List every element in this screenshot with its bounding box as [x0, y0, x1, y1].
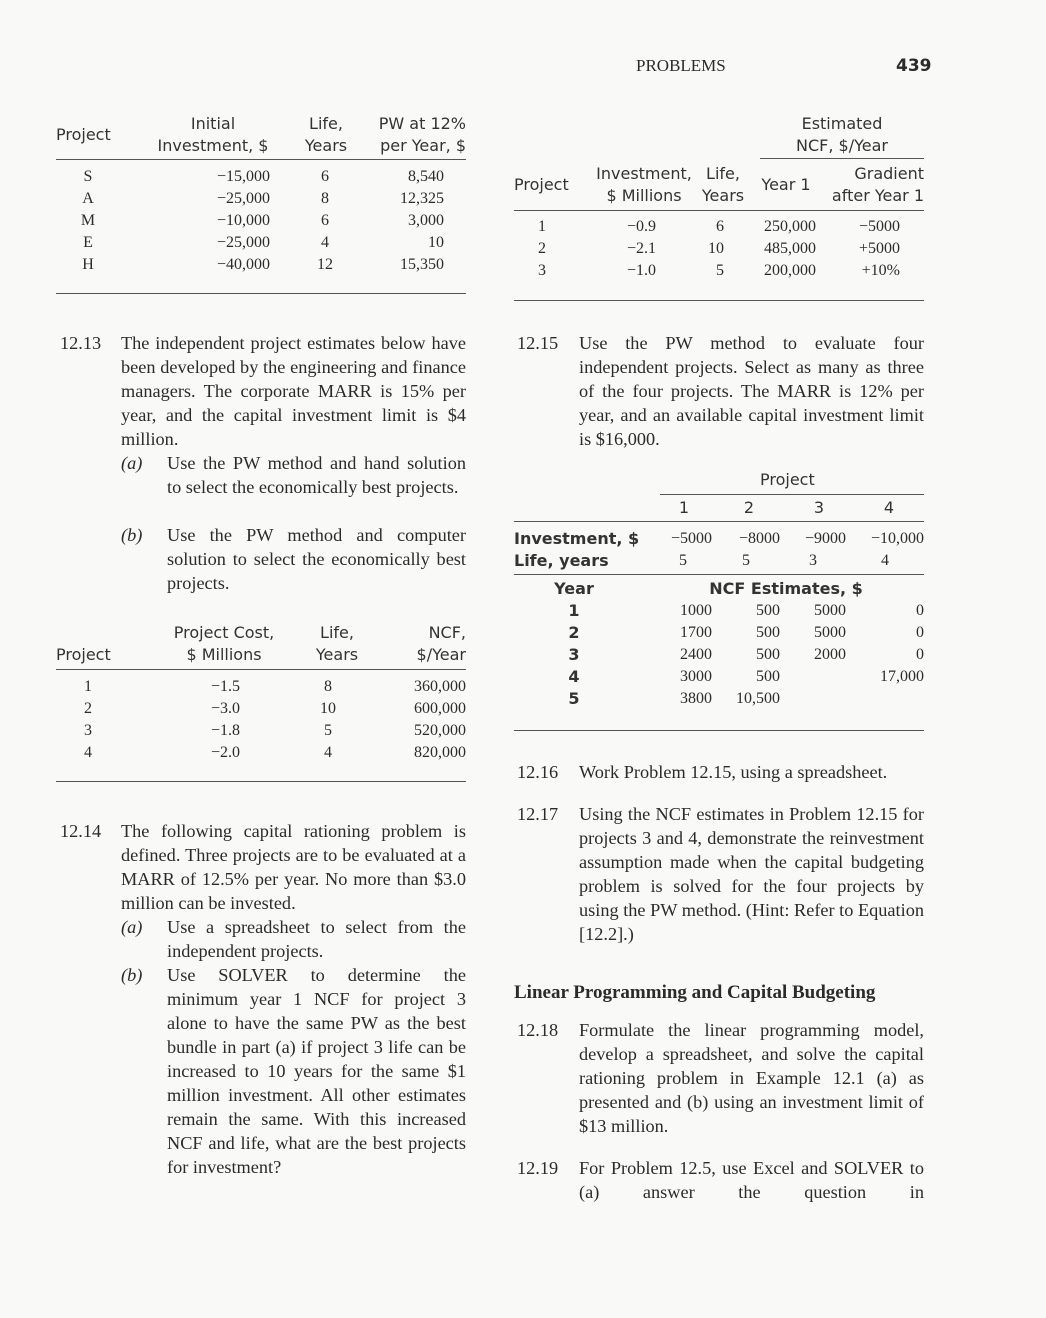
- table-row: 5 3800 10,500: [568, 689, 780, 708]
- table-12-13-body: [56, 676, 466, 764]
- table-rule: [514, 574, 924, 575]
- table-top-left: Project Initial Investment, $ Life, Years PW at 12% per Year, $: [56, 114, 466, 155]
- table-row: S −15,000 6 8,540: [83, 168, 444, 185]
- section-heading: Linear Programming and Capital Budgeting: [514, 982, 876, 1003]
- problem-number: 12.14: [60, 821, 102, 841]
- table-row: 4 3000 500 17,000: [568, 667, 924, 686]
- problem-text: For Problem 12.5, use Excel and SOLVER to (a) answer the question in: [579, 1158, 924, 1202]
- table-top-left-body: [56, 166, 466, 276]
- group-rule: [760, 158, 924, 159]
- table-rule: [56, 293, 466, 294]
- table-rule: [56, 781, 466, 782]
- part-text: Use SOLVER to determine the minimum year 1 NCF for project 3 alone to have the same PW as the best bundle in part (a) if project 3 life can be increased to 10 years for the same $1 million investment. All other estimates remain the same. With this increased NCF and life, what are the best projects for investment?: [167, 965, 466, 1177]
- table-row: 3 −1.8 5 520,000: [84, 722, 466, 739]
- table-row: 1 −0.9 6 250,000 −5000: [538, 218, 900, 235]
- problem-number: 12.18: [517, 1020, 559, 1040]
- group-header: Estimated NCF, $/Year: [796, 114, 888, 155]
- table-12-15-body: Year NCF Estimates, $ 1 1000 500 5000 0 2 1700 500 5000 0 3 2400 500 2000 0 4 3000 500 17,000 5 3800 10,500: [514, 578, 924, 710]
- table-row: 3 2400 500 2000 0: [568, 645, 924, 664]
- table-row: H −40,000 12 15,350: [82, 256, 444, 273]
- table-row: E −25,000 4 10: [83, 234, 444, 251]
- table-12-15-top: [514, 528, 924, 572]
- group-rule: [660, 494, 924, 495]
- table-row: 1 1000 500 5000 0: [568, 601, 924, 620]
- problem-number: 12.17: [517, 804, 559, 824]
- table-rule: [514, 730, 924, 731]
- table-rule: [56, 159, 466, 160]
- table-12-13-head: Project Project Cost, $ Millions Life, Years NCF, $/Year: [56, 623, 466, 664]
- part-label: (b): [121, 965, 143, 985]
- table-row: 3 −1.0 5 200,000 +10%: [538, 262, 900, 279]
- part-text: Use the PW method and computer solution to select the economically best projects.: [167, 525, 466, 593]
- part-label: (a): [121, 453, 143, 473]
- table-row: A −25,000 8 12,325: [82, 190, 444, 207]
- table-rule: [56, 669, 466, 670]
- part-label: (a): [121, 917, 143, 937]
- problem-text: The independent project estimates below have been developed by the engineering and finance managers. The corporate MARR is 15% per year, and the capital investment limit is $4 million.: [121, 333, 466, 449]
- part-label: (b): [121, 525, 143, 545]
- table-row: 2 −2.1 10 485,000 +5000: [538, 240, 900, 257]
- problem-text: The following capital rationing problem is defined. Three projects are to be evaluated at a MARR of 12.5% per year. No more than $3.0 million can be invested.: [121, 821, 466, 913]
- table-rule: [514, 521, 924, 522]
- table-row: 1 −1.5 8 360,000: [84, 678, 466, 695]
- table-top-right: Project Investment, $ Millions Life, Years Year 1 Gradient after Year 1: [514, 164, 924, 205]
- page-number: 439: [896, 56, 932, 76]
- problem-number: 12.15: [517, 333, 559, 353]
- problem-text: Formulate the linear programming model, develop a spreadsheet, and solve the capital rationing problem in Example 12.1 (a) as presented and (b) using an investment limit of $13 million.: [579, 1020, 924, 1136]
- table-12-15-head: 1 2 3 4: [678, 498, 895, 517]
- table-top-right-body: [514, 216, 924, 282]
- table-rule: [514, 300, 924, 301]
- project-group-header: Project: [760, 470, 815, 489]
- running-header: PROBLEMS: [636, 56, 726, 75]
- table-row: M −10,000 6 3,000: [80, 212, 444, 229]
- problem-number: 12.19: [517, 1158, 559, 1178]
- part-text: Use the PW method and hand solution to select the economically best projects.: [167, 453, 466, 497]
- problem-text: Work Problem 12.15, using a spreadsheet.: [579, 762, 888, 782]
- table-row: 2 −3.0 10 600,000: [84, 700, 466, 717]
- table-row: Investment, $ −5000 −8000 −9000 −10,000: [514, 529, 924, 548]
- problem-number: 12.16: [517, 762, 559, 782]
- table-row: 2 1700 500 5000 0: [568, 623, 924, 642]
- part-text: Use a spreadsheet to select from the independent projects.: [167, 917, 466, 961]
- table-rule: [514, 210, 924, 211]
- problem-text: Use the PW method to evaluate four independent projects. Select as many as three of the four projects. The MARR is 12% per year, and an available capital investment limit is $16,000.: [579, 333, 924, 449]
- table-row: 4 −2.0 4 820,000: [84, 744, 466, 761]
- problem-text: Using the NCF estimates in Problem 12.15 for projects 3 and 4, demonstrate the reinvestment assumption made when the capital budgeting problem is solved for the four projects by using the PW method. (Hint: Refer to Equation [12.2].): [579, 804, 924, 944]
- table-row: Life, years 5 5 3 4: [514, 551, 889, 570]
- problem-number: 12.13: [60, 333, 102, 353]
